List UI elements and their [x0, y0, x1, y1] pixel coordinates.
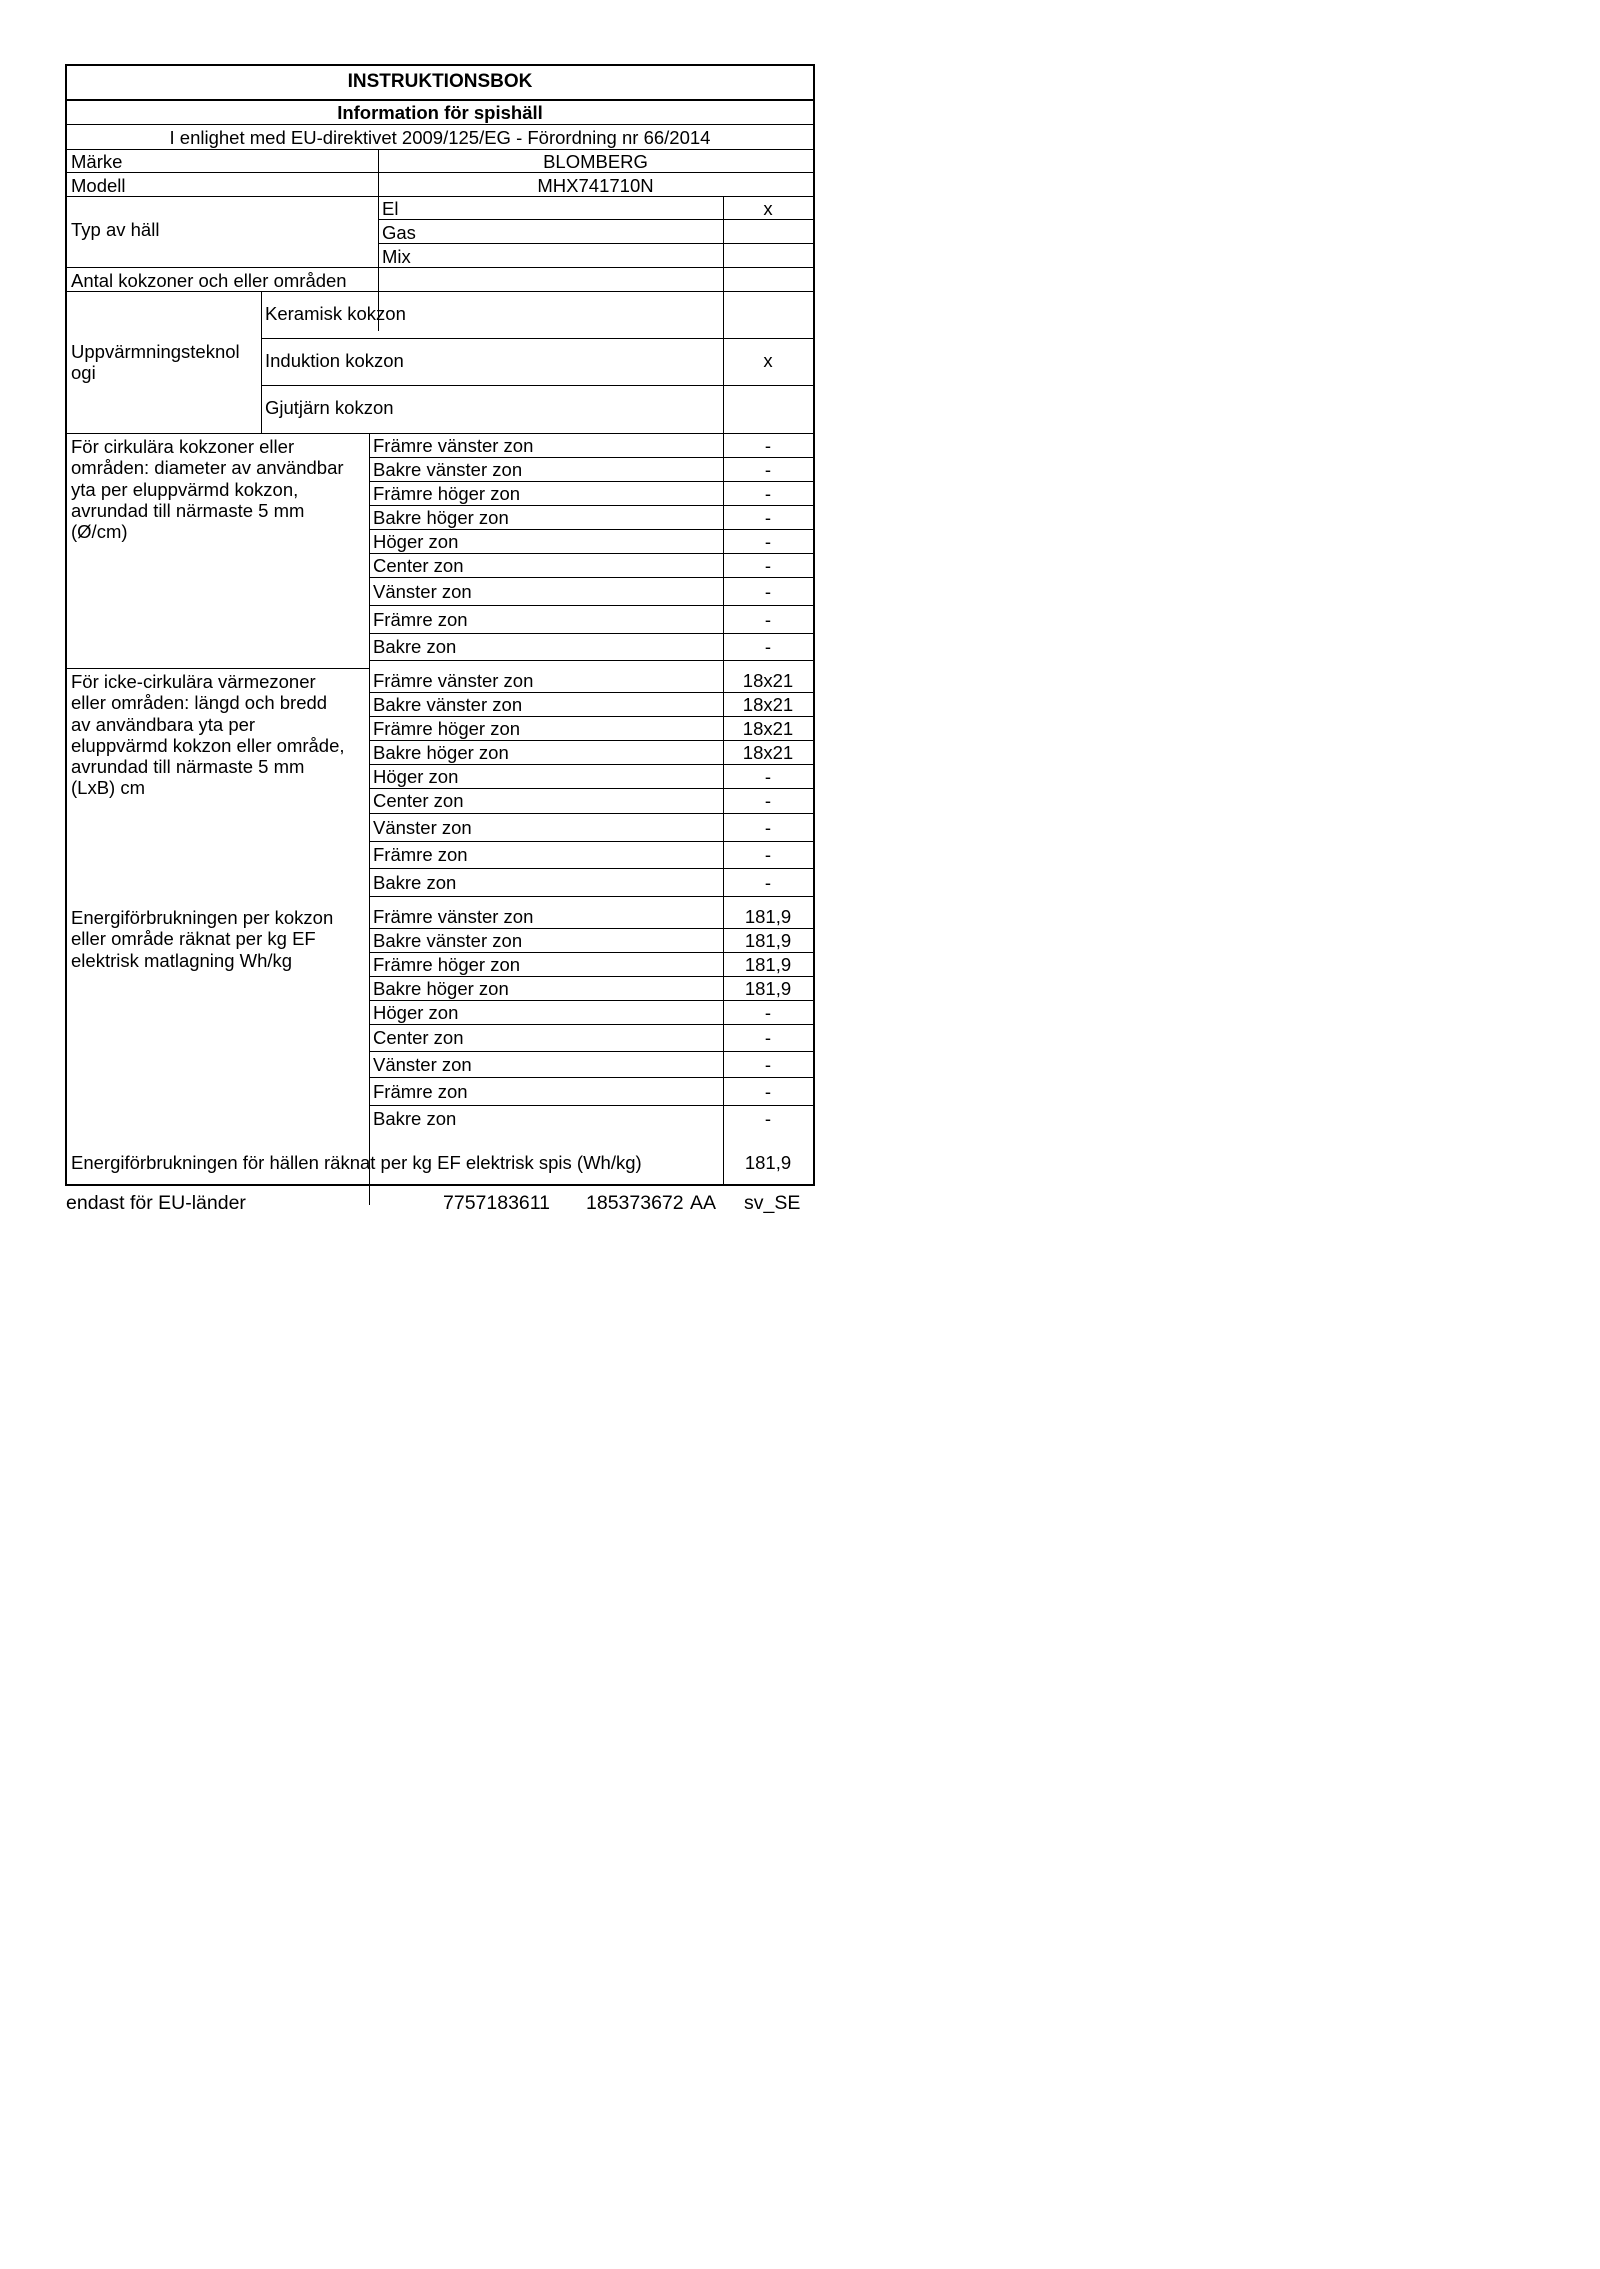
zone-value: - [764, 435, 772, 456]
noncircular-zones-label: För icke-cirkulära värmezoner eller områden: längd och bredd av användbara yta per eluppvärmd kokzon eller område, avrundad till närmaste 5 mm (LxB) cm [71, 671, 345, 799]
heating-mark: x [763, 350, 773, 371]
hob-type-option: Mix [382, 246, 411, 267]
zone-name: Center zon [373, 1027, 464, 1048]
zone-value: - [764, 581, 772, 602]
zone-value: - [764, 459, 772, 480]
energy-zone-label: Energiförbrukningen per kokzon eller område räknat per kg EF elektrisk matlagning Wh/kg [71, 907, 334, 971]
zone-value: - [764, 790, 772, 811]
zone-value: 18x21 [742, 670, 794, 691]
document-subtitle: Information för spishäll [337, 102, 543, 123]
zone-value: 181,9 [744, 906, 792, 927]
zone-name: Höger zon [373, 531, 459, 552]
zone-count-label: Antal kokzoner och eller områden [71, 270, 347, 291]
zone-name: Bakre höger zon [373, 742, 509, 763]
zone-value: - [764, 1108, 772, 1129]
zone-name: Bakre vänster zon [373, 694, 523, 715]
zone-name: Främre zon [373, 844, 468, 865]
zone-name: Främre zon [373, 609, 468, 630]
zone-name: Främre höger zon [373, 954, 521, 975]
energy-total-value: 181,9 [744, 1152, 792, 1173]
zone-value: 181,9 [744, 954, 792, 975]
footer-revision: AA [690, 1192, 717, 1214]
model-label: Modell [71, 175, 126, 196]
zone-name: Vänster zon [373, 1054, 472, 1075]
energy-total-label: Energiförbrukningen för hällen räknat per kg EF elektrisk spis (Wh/kg) [71, 1152, 642, 1173]
brand-label: Märke [71, 151, 123, 172]
circular-zones-label: För cirkulära kokzoner eller områden: diameter av användbar yta per eluppvärmd kokzon, avrundad till närmaste 5 mm (Ø/cm) [71, 436, 344, 543]
zone-name: Bakre zon [373, 872, 457, 893]
heating-option: Keramisk kokzon [265, 303, 406, 324]
zone-name: Vänster zon [373, 581, 472, 602]
zone-name: Främre vänster zon [373, 670, 534, 691]
zone-name: Bakre zon [373, 636, 457, 657]
zone-name: Vänster zon [373, 817, 472, 838]
product-info-table [65, 64, 815, 1186]
zone-value: - [764, 766, 772, 787]
zone-value: - [764, 1027, 772, 1048]
zone-name: Bakre vänster zon [373, 930, 523, 951]
zone-name: Främre vänster zon [373, 906, 534, 927]
footer-note: endast för EU-länder [66, 1192, 246, 1214]
zone-name: Främre vänster zon [373, 435, 534, 456]
zone-name: Bakre höger zon [373, 507, 509, 528]
hob-type-option: Gas [382, 222, 416, 243]
zone-name: Bakre höger zon [373, 978, 509, 999]
hob-type-label: Typ av häll [71, 219, 160, 240]
zone-name: Främre höger zon [373, 483, 521, 504]
hob-type-mark: x [763, 198, 773, 219]
model-value: MHX741710N [537, 175, 654, 196]
zone-value: - [764, 844, 772, 865]
zone-value: 18x21 [742, 718, 794, 739]
zone-value: 181,9 [744, 978, 792, 999]
zone-name: Höger zon [373, 1002, 459, 1023]
directive-line: I enlighet med EU-direktivet 2009/125/EG - Förordning nr 66/2014 [169, 127, 711, 148]
zone-name: Främre höger zon [373, 718, 521, 739]
brand-value: BLOMBERG [543, 151, 648, 172]
zone-value: - [764, 1054, 772, 1075]
hob-type-option: El [382, 198, 399, 219]
zone-value: - [764, 609, 772, 630]
zone-value: - [764, 483, 772, 504]
zone-value: - [764, 1081, 772, 1102]
heating-option: Gjutjärn kokzon [265, 397, 394, 418]
zone-name: Bakre vänster zon [373, 459, 523, 480]
footer-code-2: 185373672 [586, 1192, 684, 1214]
zone-value: - [764, 531, 772, 552]
zone-value: - [764, 872, 772, 893]
zone-value: - [764, 1002, 772, 1023]
heating-label: Uppvärmningsteknol ogi [71, 341, 240, 384]
zone-value: - [764, 817, 772, 838]
zone-value: 18x21 [742, 694, 794, 715]
zone-name: Center zon [373, 790, 464, 811]
zone-name: Center zon [373, 555, 464, 576]
zone-name: Främre zon [373, 1081, 468, 1102]
footer-code-1: 7757183611 [443, 1192, 551, 1214]
zone-value: 181,9 [744, 930, 792, 951]
zone-value: - [764, 636, 772, 657]
zone-value: - [764, 507, 772, 528]
zone-name: Bakre zon [373, 1108, 457, 1129]
zone-name: Höger zon [373, 766, 459, 787]
footer-locale: sv_SE [744, 1192, 801, 1214]
zone-value: - [764, 555, 772, 576]
heating-option: Induktion kokzon [265, 350, 404, 371]
zone-value: 18x21 [742, 742, 794, 763]
document-title: INSTRUKTIONSBOK [347, 71, 533, 92]
